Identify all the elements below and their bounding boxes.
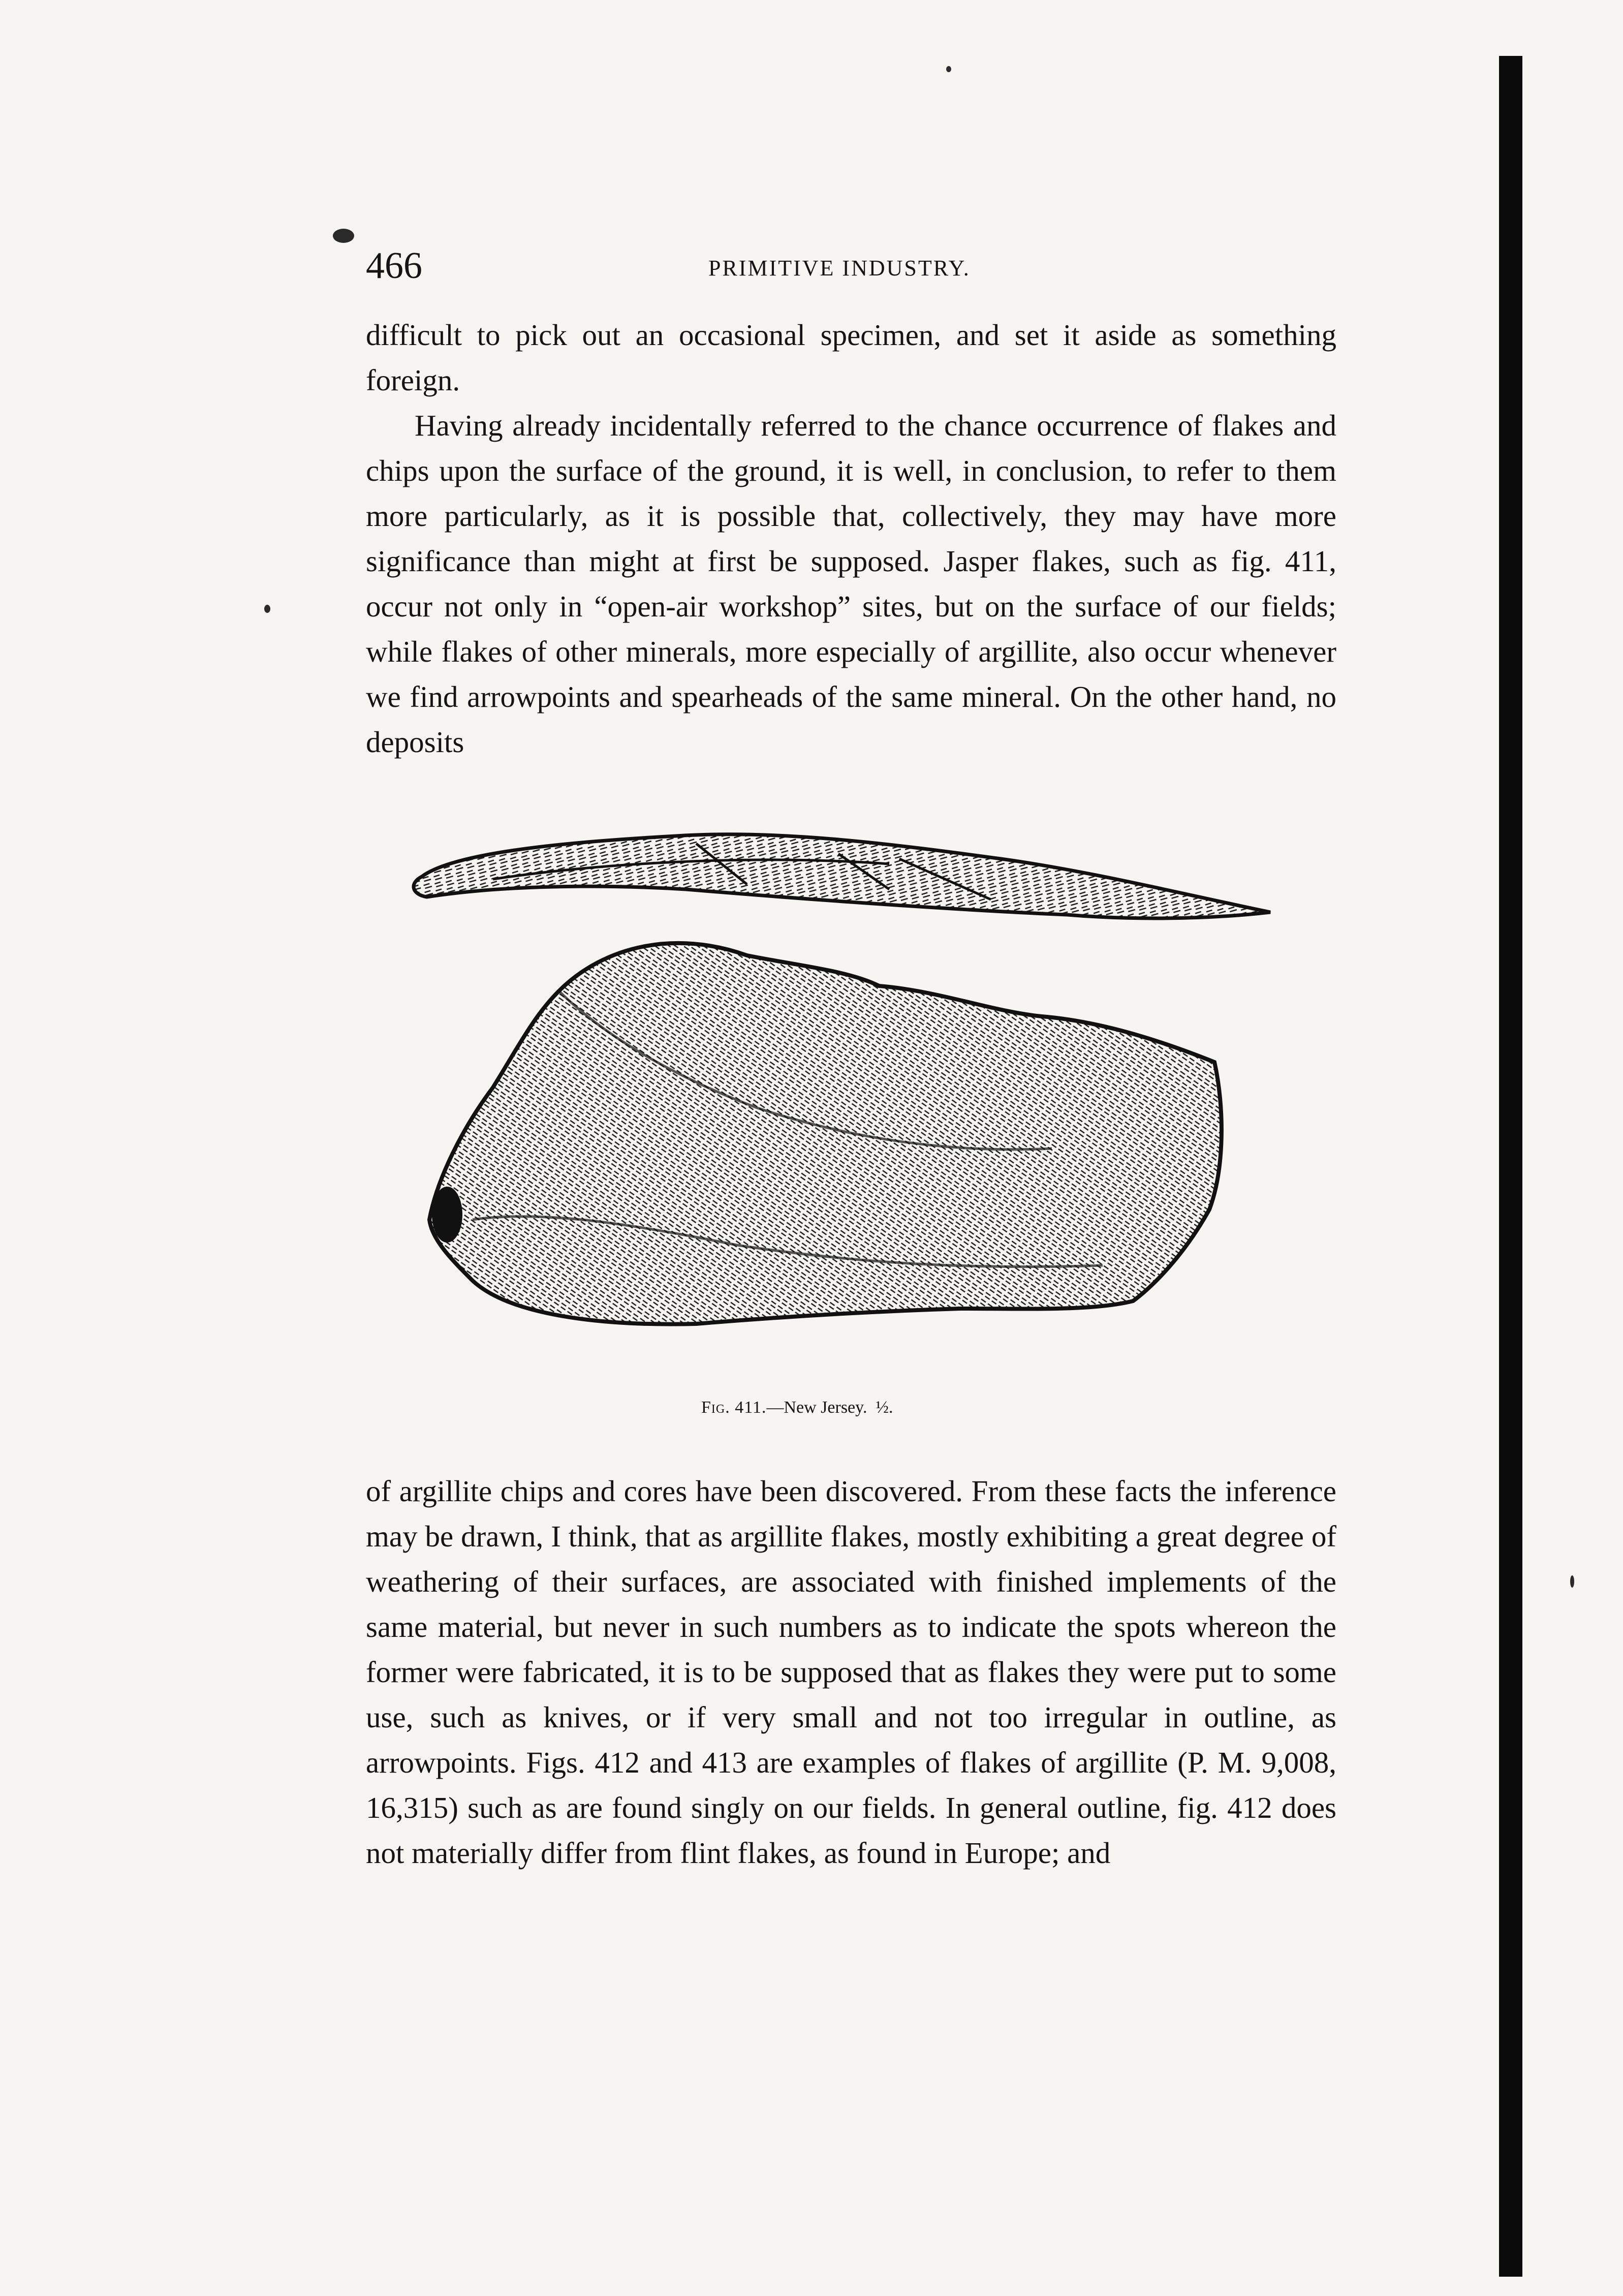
paragraph-continued: difficult to pick out an occasional specimen, and set it aside as something foreign. (366, 318, 1336, 397)
body-text-top (366, 313, 1336, 765)
flake-face-view (429, 943, 1222, 1324)
caption-text: —New Jersey. (766, 1398, 867, 1417)
page-number: 466 (366, 245, 422, 287)
running-head: PRIMITIVE INDUSTRY. (708, 256, 971, 281)
body-text-bottom (366, 1469, 1336, 1876)
page-edge-shadow (1499, 56, 1522, 2277)
ink-speck (946, 66, 951, 72)
figure-caption (701, 1392, 893, 1423)
figure-411 (391, 823, 1306, 1387)
caption-label: Fig. 411. (701, 1398, 767, 1417)
flake-side-view (414, 834, 1270, 918)
page-header (356, 243, 1352, 289)
ink-speck (264, 605, 270, 613)
caption-scale: ½. (876, 1398, 893, 1417)
paragraph-flakes-and-chips: Having already incidentally referred to the chance occurrence of flakes and chips upon the surface of the ground, it is well, in conclusion, to refer to them more particularly, as it is possible that, collectively, they may have more significance than might at first be supposed. Jasper flakes, such as fig. 411, occur not only in “open-air workshop” sites, but on the surface of our fields; while flakes of other minerals, more especially of argillite, also occur whenever we find arrowpoints and spearheads of the same mineral. On the other hand, no deposits (366, 409, 1336, 759)
paragraph-argillite-inference: of argillite chips and cores have been discovered. From these facts the inference may be drawn, I think, that as argillite flakes, mostly exhibiting a great degree of weathering of their surfaces, are associated with finished implements of the same material, but never in such numbers as to indicate the spots whereon the former were fabricated, it is to be supposed that as flakes they were put to some use, such as knives, or if very small and not too irregular in outline, as arrowpoints. Figs. 412 and 413 are examples of flakes of argillite (P. M. 9,008, 16,315) such as are found singly on our fields. In general outline, fig. 412 does not materially differ from flint flakes, as found in Europe; and (366, 1474, 1336, 1870)
ink-speck (1570, 1575, 1574, 1588)
ink-smudge (333, 229, 354, 243)
flake-illustration (391, 823, 1306, 1387)
